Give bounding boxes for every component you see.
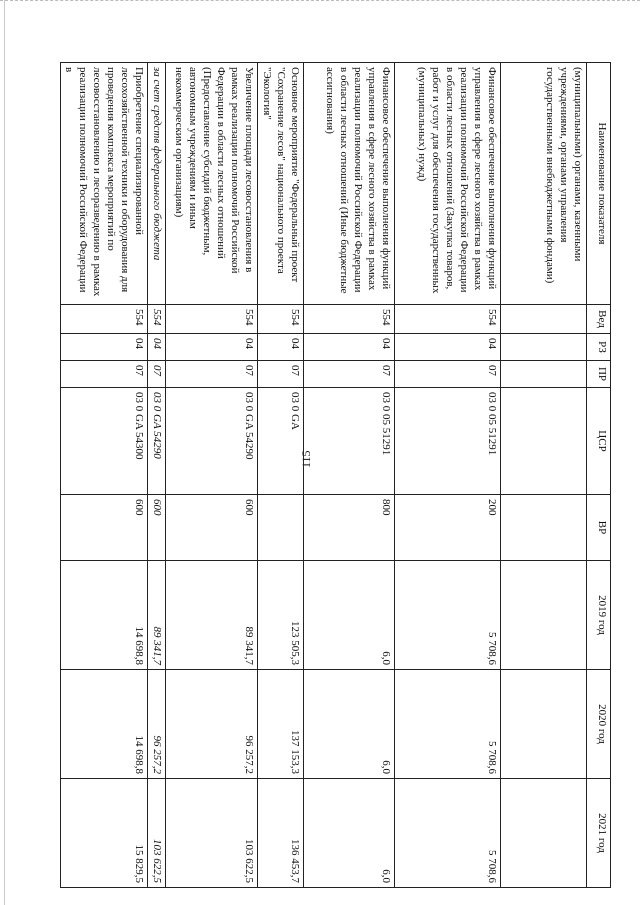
cell-2021: 6,0 bbox=[304, 779, 395, 888]
cell-name: Приобретение специализированной лесохозяйственной техники и оборудования для проведения комплекса мероприятий по лесовосстановлению и лесоразведению в рамках реализации полномочий Российской Федерации в bbox=[61, 63, 148, 305]
cell-rz: 04 bbox=[395, 334, 501, 361]
cell-vr bbox=[501, 495, 587, 561]
cell-2021: 103 622,5 bbox=[166, 779, 258, 888]
cell-2019 bbox=[501, 561, 587, 670]
cell-rz: 04 bbox=[304, 334, 395, 361]
cell-2020 bbox=[501, 670, 587, 779]
cell-2021: 103 622,5 bbox=[148, 779, 166, 888]
cell-name: Основное мероприятие "Федеральный проект "Сохранение лесов" национального проекта "Экология" bbox=[258, 63, 304, 305]
cell-csr: 03 0 05 51291 bbox=[395, 388, 501, 495]
header-rz: РЗ bbox=[587, 334, 611, 361]
header-2021: 2021 год bbox=[587, 779, 611, 888]
cell-rz: 04 bbox=[61, 334, 148, 361]
page-edge-left bbox=[4, 0, 5, 905]
table-row bbox=[148, 63, 166, 888]
cell-ved: 554 bbox=[395, 305, 501, 334]
cell-pr: 07 bbox=[395, 361, 501, 388]
page-edge-top bbox=[0, 0, 640, 1]
cell-2021: 136 453,7 bbox=[258, 779, 304, 888]
budget-table bbox=[60, 62, 611, 888]
cell-2020: 96 257,2 bbox=[166, 670, 258, 779]
cell-rz: 04 bbox=[148, 334, 166, 361]
cell-name: Увеличение площади лесовосстановления в рамках реализации полномочий Российской Федерации в области лесных отношений (Предоставление субсидий бюджетным, автономным учреждениям и иным некоммерческим организациям) bbox=[166, 63, 258, 305]
cell-vr: 600 bbox=[166, 495, 258, 561]
cell-ved: 554 bbox=[61, 305, 148, 334]
cell-name: Финансовое обеспечение выполнения функций управления в сфере лесного хозяйства в рамках реализации полномочий Российской Федерации в области лесных отношений (Закупка товаров, работ и услуг для обеспечения государственных (муниципальных) нужд) bbox=[395, 63, 501, 305]
table-row bbox=[61, 63, 148, 888]
cell-rz: 04 bbox=[258, 334, 304, 361]
table-row bbox=[395, 63, 501, 888]
cell-csr: 03 0 GA 54290 bbox=[148, 388, 166, 495]
cell-2020: 96 257,2 bbox=[148, 670, 166, 779]
cell-pr: 07 bbox=[304, 361, 395, 388]
table-row bbox=[501, 63, 587, 888]
header-pr: ПР bbox=[587, 361, 611, 388]
cell-rz bbox=[501, 334, 587, 361]
table-row bbox=[258, 63, 304, 888]
table-header-row bbox=[587, 63, 611, 888]
cell-csr: 03 0 GA 54290 bbox=[166, 388, 258, 495]
cell-2019: 5 708,6 bbox=[395, 561, 501, 670]
cell-2020: 5 708,6 bbox=[395, 670, 501, 779]
cell-pr bbox=[501, 361, 587, 388]
cell-vr: 600 bbox=[61, 495, 148, 561]
header-2019: 2019 год bbox=[587, 561, 611, 670]
page-number: 115 bbox=[299, 450, 313, 468]
cell-name: (муниципальными) органами, казенными учреждениями, органами управления государственными внебюджетными фондами) bbox=[501, 63, 587, 305]
cell-pr: 07 bbox=[148, 361, 166, 388]
cell-ved: 554 bbox=[304, 305, 395, 334]
cell-2021: 5 708,6 bbox=[395, 779, 501, 888]
cell-2019: 123 505,3 bbox=[258, 561, 304, 670]
table-row bbox=[166, 63, 258, 888]
cell-pr: 07 bbox=[166, 361, 258, 388]
cell-2019: 14 698,8 bbox=[61, 561, 148, 670]
cell-csr: 03 0 GA 54300 bbox=[61, 388, 148, 495]
cell-csr: 03 0 GA bbox=[258, 388, 304, 495]
cell-2020: 14 698,8 bbox=[61, 670, 148, 779]
cell-pr: 07 bbox=[61, 361, 148, 388]
cell-2021: 15 829,5 bbox=[61, 779, 148, 888]
cell-vr: 800 bbox=[304, 495, 395, 561]
table-row bbox=[304, 63, 395, 888]
cell-vr bbox=[258, 495, 304, 561]
header-2020: 2020 год bbox=[587, 670, 611, 779]
cell-ved: 554 bbox=[258, 305, 304, 334]
cell-pr: 07 bbox=[258, 361, 304, 388]
cell-2020: 137 153,3 bbox=[258, 670, 304, 779]
header-ved: Вед bbox=[587, 305, 611, 334]
cell-vr: 200 bbox=[395, 495, 501, 561]
cell-2019: 89 341,7 bbox=[148, 561, 166, 670]
cell-ved bbox=[501, 305, 587, 334]
rotated-table-wrapper bbox=[63, 62, 611, 887]
cell-vr: 600 bbox=[148, 495, 166, 561]
cell-ved: 554 bbox=[148, 305, 166, 334]
cell-rz: 04 bbox=[166, 334, 258, 361]
cell-2019: 6,0 bbox=[304, 561, 395, 670]
cell-ved: 554 bbox=[166, 305, 258, 334]
header-vr: ВР bbox=[587, 495, 611, 561]
cell-csr bbox=[501, 388, 587, 495]
header-csr: ЦСР bbox=[587, 388, 611, 495]
cell-2020: 6,0 bbox=[304, 670, 395, 779]
header-name: Наименование показателя bbox=[587, 63, 611, 305]
cell-2021 bbox=[501, 779, 587, 888]
cell-name: за счет средств федерального бюджета bbox=[148, 63, 166, 305]
cell-2019: 89 341,7 bbox=[166, 561, 258, 670]
cell-name: Финансовое обеспечение выполнения функций управления в сфере лесного хозяйства в рамках реализации полномочий Российской Федерации в области лесных отношений (Иные бюджетные ассигнования) bbox=[304, 63, 395, 305]
cell-csr: 03 0 05 51291 bbox=[304, 388, 395, 495]
